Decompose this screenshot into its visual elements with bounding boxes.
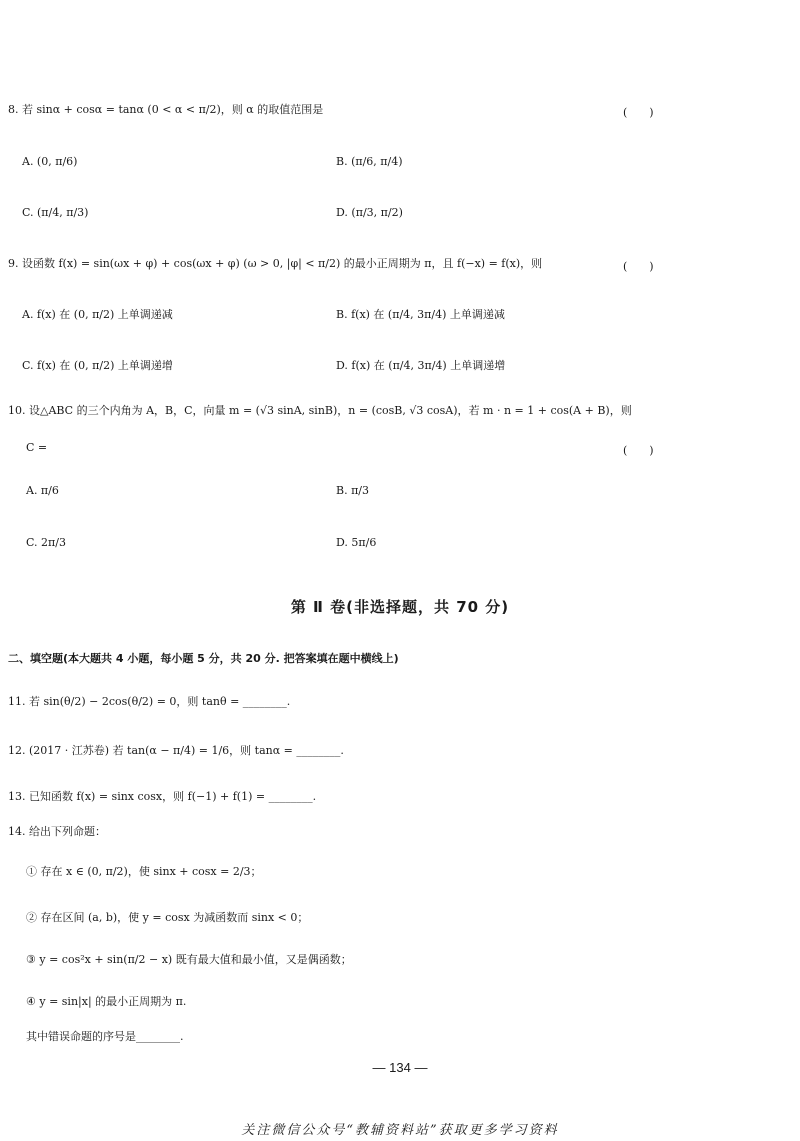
answer-bracket-8: ( ) <box>623 106 654 119</box>
q8-option-c: C. (π/4, π/3) <box>22 206 89 219</box>
q10-option-a: A. π/6 <box>26 484 59 497</box>
proposition-3: ③ y = cos²x + sin(π/2 − x) 既有最大值和最小值，又是偶函数； <box>26 953 352 966</box>
answer-bracket-9: ( ) <box>623 260 654 273</box>
question-12: 12. (2017 · 江苏卷) 若 tan(α − π/4) = 1/6，则 tanα = ________. <box>8 744 344 757</box>
question-8-stem: 8. 若 sinα + cosα = tanα (0 < α < π/2)，则 α 的取值范围是 <box>8 103 324 116</box>
q9-option-d: D. f(x) 在 (π/4, 3π/4) 上单调递增 <box>336 359 506 372</box>
page-number: — 134 — <box>372 1060 428 1075</box>
q9-option-b: B. f(x) 在 (π/4, 3π/4) 上单调递减 <box>336 308 505 321</box>
q10-option-d: D. 5π/6 <box>336 536 377 549</box>
q10-option-c: C. 2π/3 <box>26 536 66 549</box>
conclusion: 其中错误命题的序号是________. <box>26 1030 184 1043</box>
question-9-stem: 9. 设函数 f(x) = sin(ωx + φ) + cos(ωx + φ) (ω > 0, |φ| < π/2) 的最小正周期为 π，且 f(−x) = f(x)，则 <box>8 257 543 270</box>
proposition-2: ② 存在区间 (a, b)，使 y = cosx 为减函数而 sinx < 0； <box>26 911 309 924</box>
q8-option-d: D. (π/3, π/2) <box>336 206 403 219</box>
answer-bracket-10: ( ) <box>623 444 654 457</box>
part-heading: 二、填空题(本大题共 4 小题，每小题 5 分，共 20 分. 把答案填在题中横线上) <box>8 652 399 665</box>
question-10-stem: 10. 设△ABC 的三个内角为 A，B，C，向量 m = (√3 sinA, sinB)，n = (cosB, √3 cosA)，若 m · n = 1 + cos(A + B)，则 <box>8 404 632 417</box>
question-11: 11. 若 sin(θ/2) − 2cos(θ/2) = 0，则 tanθ = ________. <box>8 695 291 708</box>
proposition-4: ④ y = sin|x| 的最小正周期为 π. <box>26 995 187 1008</box>
section-title: 第 Ⅱ 卷(非选择题，共 70 分) <box>290 598 510 616</box>
question-13: 13. 已知函数 f(x) = sinx cosx，则 f(−1) + f(1) = ________. <box>8 790 317 803</box>
q9-option-c: C. f(x) 在 (0, π/2) 上单调递增 <box>22 359 173 372</box>
question-14: 14. 给出下列命题： <box>8 825 106 838</box>
question-10-stem-cont: C = <box>26 441 48 454</box>
q8-option-a: A. (0, π/6) <box>22 155 78 168</box>
q10-option-b: B. π/3 <box>336 484 370 497</box>
footer-text: 关注微信公众号“教辅资料站”获取更多学习资料 <box>241 1123 559 1138</box>
q9-option-a: A. f(x) 在 (0, π/2) 上单调递减 <box>22 308 173 321</box>
q8-option-b: B. (π/6, π/4) <box>336 155 403 168</box>
proposition-1: ① 存在 x ∈ (0, π/2)，使 sinx + cosx = 2/3； <box>26 865 262 878</box>
